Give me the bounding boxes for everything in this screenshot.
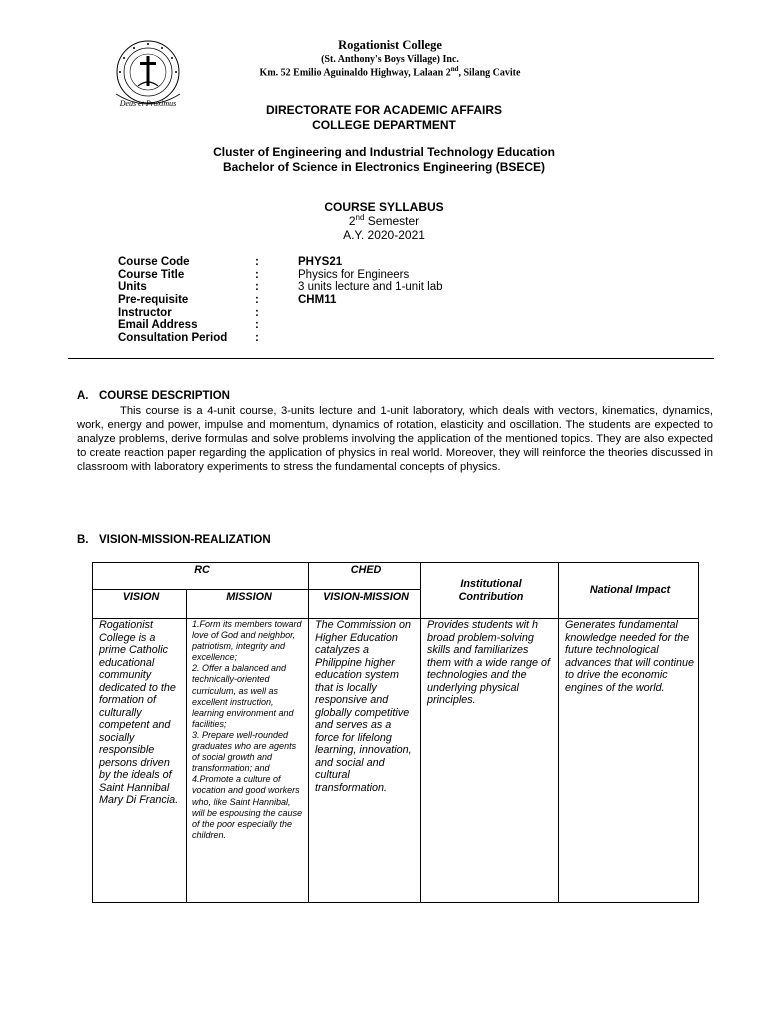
ched-vm-header: VISION-MISSION bbox=[309, 590, 421, 619]
section-b-heading: B. VISION-MISSION-REALIZATION bbox=[77, 534, 271, 546]
cross-icon bbox=[138, 56, 158, 86]
vision-header: VISION bbox=[93, 590, 187, 619]
mission-header: MISSION bbox=[187, 590, 309, 619]
rc-header: RC bbox=[93, 563, 309, 590]
department-title: COLLEGE DEPARTMENT bbox=[312, 118, 456, 132]
institutional-header: Institutional Contribution bbox=[421, 563, 559, 619]
mission-cell bbox=[187, 619, 309, 903]
academic-year: A.Y. 2020-2021 bbox=[343, 228, 425, 242]
mission-item: 3. Prepare well-rounded graduates who are agents of social growth and transformation; and bbox=[192, 729, 297, 774]
institutional-cell: Provides students wit h broad problem-solving skills and familiarizes them with a wide range of technologies and the underlying physical principles. bbox=[421, 619, 559, 903]
school-name: Rogationist College bbox=[338, 38, 442, 52]
mission-item: 2. Offer a balanced and technically-oriented curriculum, as well as excellent instruction, learning environment and facilities; bbox=[192, 663, 294, 729]
school-subtitle: (St. Anthony's Boys Village) Inc. bbox=[321, 54, 459, 65]
ched-vm-cell: The Commission on Higher Education catalyzes a Philippine higher education system that is locally responsive and globally competitive and serves as a force for lifelong learning, innovation, and social and cultural transformation. bbox=[309, 619, 421, 903]
logo-motto: Deus et Proximus bbox=[119, 99, 177, 108]
course-description: This course is a 4-unit course, 3-units lecture and 1-unit laboratory, which deals with vectors, kinematics, dynamics, work, energy and power, impulse and momentum, dynamics of rotation, elasticity and oscillation. The students are expected to analyze problems, derive formulas and solve problems involving the application of the mentioned topics. They are also expected to create reaction paper regarding the application of physics in real world. Moreover, they will reinforce the theories discussed in classroom with laboratory experiments to stress the fundamental concepts of physics. bbox=[77, 405, 713, 473]
cluster-title: Cluster of Engineering and Industrial Technology Education bbox=[213, 145, 555, 159]
divider bbox=[68, 358, 714, 359]
section-a-heading: A. COURSE DESCRIPTION bbox=[77, 390, 230, 402]
vision-mission-table bbox=[92, 562, 699, 903]
school-seal-logo bbox=[112, 38, 184, 110]
mission-item: 1.Form its members toward love of God and neighbor, patriotism, integrity and excellence; bbox=[192, 619, 302, 663]
mission-item: 4.Promote a culture of vocation and good workers who, like Saint Hannibal, will be espousing the cause of the poor especially the children. bbox=[192, 774, 303, 840]
national-header: National Impact bbox=[559, 563, 699, 619]
ched-header: CHED bbox=[309, 563, 421, 590]
school-address: Km. 52 Emilio Aguinaldo Highway, Lalaan 2nd, Silang Cavite bbox=[259, 65, 521, 79]
semester: 2nd Semester bbox=[348, 213, 420, 228]
national-cell: Generates fundamental knowledge needed for the future technological advances that will continue to drive the economic engines of the world. bbox=[559, 619, 699, 903]
degree-title: Bachelor of Science in Electronics Engineering (BSECE) bbox=[222, 160, 546, 174]
syllabus-title: COURSE SYLLABUS bbox=[324, 200, 444, 214]
directorate-title: DIRECTORATE FOR ACADEMIC AFFAIRS bbox=[266, 103, 502, 117]
vision-cell: Rogationist College is a prime Catholic educational community dedicated to the formation of culturally competent and socially responsible persons driven by the ideals of Saint Hannibal Mary Di Francia. bbox=[93, 619, 187, 903]
